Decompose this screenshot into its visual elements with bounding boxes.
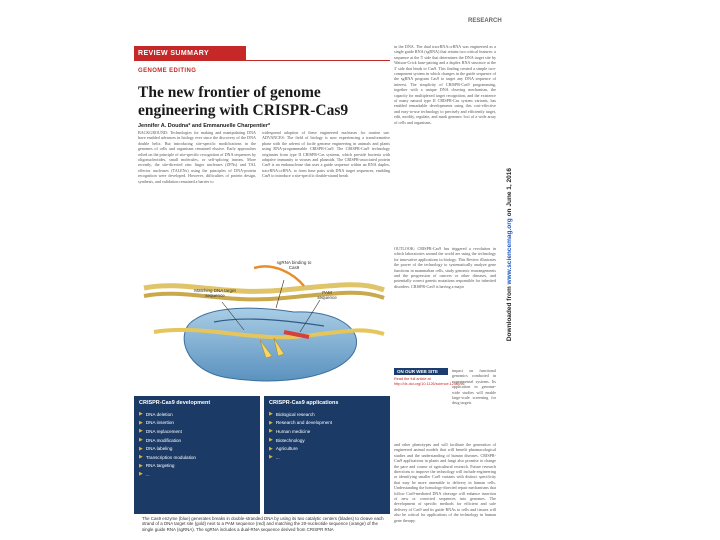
arrow-icon: ▶ — [139, 428, 143, 435]
applications-title: CRISPR-Cas9 applications — [269, 400, 339, 406]
download-url[interactable]: www.sciencemag.org — [505, 218, 513, 285]
arrow-icon: ▶ — [139, 437, 143, 444]
text-column-3-wrap: impact on functional genomics conducted in experimental systems. Its application in genome-wide studies will enable large-scale screening for drug targets — [452, 368, 496, 406]
download-notice — [503, 20, 515, 490]
topic-kicker: GENOME EDITING — [138, 68, 197, 74]
arrow-icon: ▶ — [269, 445, 273, 452]
arrow-icon: ▶ — [139, 411, 143, 418]
on-our-website-box — [394, 368, 465, 420]
arrow-icon: ▶ — [139, 454, 143, 461]
download-prefix: Downloaded from — [505, 284, 513, 342]
application-item: ▶ ... — [269, 454, 280, 461]
cas9-figure — [134, 260, 390, 390]
download-date: on June 1, 2016 — [505, 168, 513, 219]
article-page — [118, 14, 500, 534]
arrow-icon: ▶ — [269, 411, 273, 418]
development-item: ▶ ... — [139, 471, 150, 478]
arrow-icon: ▶ — [269, 419, 273, 426]
dna-strand-top — [144, 285, 384, 292]
development-item: ▶ DNA labeling — [139, 445, 173, 452]
development-panel — [134, 396, 260, 514]
application-item: ▶ Biotechnology — [269, 437, 305, 444]
arrow-icon: ▶ — [139, 445, 143, 452]
journal-section-id: RESEARCH — [468, 18, 502, 24]
article-authors: Jennifer A. Doudna* and Emmanuelle Charpentier* — [138, 123, 271, 129]
arrow-icon: ▶ — [269, 428, 273, 435]
full-article-link[interactable]: Read the full article at http://dx.doi.org/10.1126/science.1258096 — [394, 377, 465, 386]
pam-label: PAM sequence — [317, 290, 337, 301]
arrow-icon: ▶ — [269, 454, 273, 461]
development-item: ▶ RNA targeting — [139, 462, 175, 469]
arrow-icon: ▶ — [139, 462, 143, 469]
on-our-website-heading: ON OUR WEB SITE — [394, 368, 448, 375]
text-column-1: BACKGROUND: Technologies for making and manipulating DNA have enabled advances in biology ever since the discovery of the DNA double helix. But introducing site-specific modifications in the genomes of cells and organisms remained elusive. Early approaches relied on the principle of site-specific recognition of DNA sequences by oligonucleotides, small molecules, or self-splicing introns. More recently, the site-directed zinc finger nucleases (ZFNs) and TAL effector nucleases (TALENs) using the principles of DNA-protein recognition were developed. However, difficulties of protein design, synthesis, and validation remained a barrier to — [138, 130, 256, 184]
development-item: ▶ DNA replacement — [139, 428, 182, 435]
text-column-3-outlook: OUTLOOK: CRISPR-Cas9 has triggered a revolution in which laboratories around the world are using the technology for innovative applications in biology. This Review illustrates the power of the technology to systematically analyze gene functions in mammalian cells, study genomic rearrangements and the progression of cancers or other diseases, and potentially correct genetic mutations responsible for inherited disorders. CRISPR-Cas9 is having a major — [394, 246, 496, 289]
development-item: ▶ DNA deletion — [139, 411, 173, 418]
figure-caption: The Cas9 enzyme (blue) generates breaks in double-stranded DNA by using its two catalytic centers (blades) to cleave each strand of a DNA target site (gold) next to a PAM sequence (red) and matching the 20-nucleotide sequence (orange) of the single guide RNA (sgRNA). The sgRNA includes a dual-RNA sequence derived from CRISPR RNA — [142, 516, 384, 532]
arrow-icon: ▶ — [269, 437, 273, 444]
text-column-2: widespread adoption of these engineered nucleases for routine use. ADVANCES: The field of biology is now experiencing a transformative phase with the advent of facile genome engineering in animals and plants using RNA-programmable CRISPR-Cas9. The CRISPR-Cas9 technology originates from type II CRISPR-Cas systems, which provide bacteria with adaptive immunity to viruses and plasmids. The CRISPR-associated protein Cas9 is an endonuclease that uses a guide sequence within an RNA duplex, tracrRNA:crRNA, to form base pairs with DNA target sequences, enabling Cas9 to introduce a site-specific double-strand break — [262, 130, 390, 179]
arrow-icon: ▶ — [139, 419, 143, 426]
application-item: ▶ Biological research — [269, 411, 315, 418]
matching-dna-label: Matching DNA target sequence — [194, 288, 236, 299]
arrow-icon: ▶ — [139, 471, 143, 478]
application-item: ▶ Human medicine — [269, 428, 311, 435]
header-rule — [134, 60, 390, 61]
applications-panel — [264, 396, 390, 514]
article-title: The new frontier of genome engineering with CRISPR-Cas9 — [138, 84, 349, 119]
development-item: ▶ DNA insertion — [139, 419, 174, 426]
cas9-protein — [184, 308, 356, 381]
development-title: CRISPR-Cas9 development — [139, 400, 211, 406]
sgrna-label: sgRNA binding to Cas9 — [276, 260, 312, 271]
development-item: ▶ DNA modification — [139, 437, 182, 444]
cas9-illustration — [134, 260, 390, 390]
application-item: ▶ Research and development — [269, 419, 333, 426]
text-column-3: in the DNA. The dual tracrRNA:crRNA was engineered as a single guide RNA (sgRNA) that retains two critical features: a sequence at the 5' side that determines the DNA target site by Watson-Crick base-pairing and a duplex RNA structure at the 3' side that binds to Cas9. This finding created a simple two-component system in which changes in the guide sequence of the sgRNA program Cas9 to target any DNA sequence of interest. The simplicity of CRISPR-Cas9 programming, together with a unique DNA cleaving mechanism, the capacity for multiplexed target recognition, and the existence of many natural type II CRISPR-Cas system variants, has enabled remarkable developments using this cost-effective and easy-to-use technology to precisely and efficiently target, edit, modify, regulate, and mark genomic loci of a wide array of cells and organisms. — [394, 44, 496, 125]
review-summary-label: REVIEW SUMMARY — [134, 46, 246, 60]
text-column-3-continued: and other phenotypes and will facilitate the generation of engineered animal models that will benefit pharmacological studies and the understanding of human diseases. CRISPR-Cas9 applications in plants and fungi also promise to change the pace and course of agricultural research. Future research directions to improve the technology will include engineering or identifying smaller Cas9 variants with distinct specificity that may be more amenable to delivery in human cells. Understanding the homology-directed repair mechanisms that follow Cas9-mediated DNA cleavage will enhance insertion of new or corrected sequences into genomes. The development of specific methods for efficient and safe delivery of Cas9 and its guide RNAs to cells and tissues will also be critical for applications of the technology in human gene therapy. — [394, 442, 496, 523]
development-item: ▶ Transcription modulation — [139, 454, 196, 461]
application-item: ▶ Agriculture — [269, 445, 298, 452]
